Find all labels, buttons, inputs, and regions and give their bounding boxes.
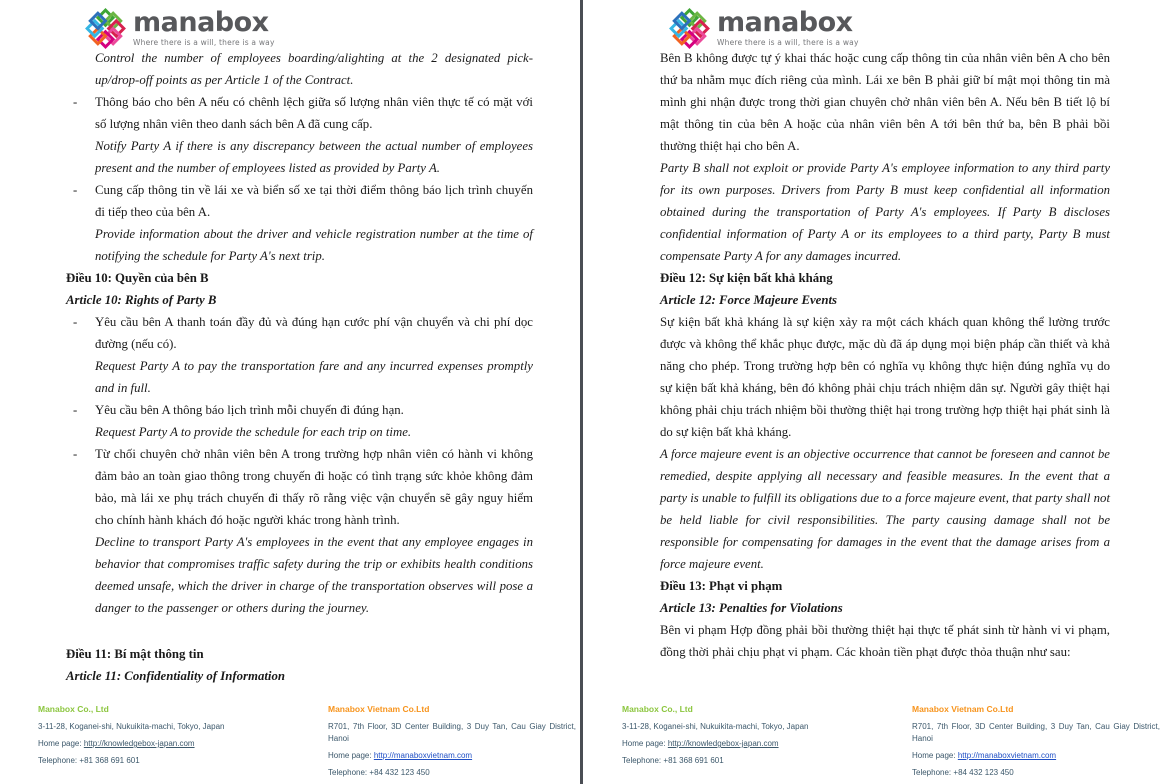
bullet-dash: - [73, 403, 78, 417]
homepage-link[interactable]: http://knowledgebox-japan.com [83, 739, 195, 748]
bullet-item-vi [66, 399, 533, 421]
bullet-text: Thông báo cho bên A nếu có chênh lệch giữa số lượng nhân viên thực tế có mặt với số lượng nhân viên theo danh sách bên A đã cung cấp. [95, 95, 533, 131]
company-homepage: Home page: http://knowledgebox-japan.com [38, 739, 195, 748]
bullet-text: Yêu cầu bên A thông báo lịch trình mỗi chuyến đi đúng hạn. [95, 403, 404, 417]
company-homepage: Home page: http://knowledgebox-japan.com [622, 739, 779, 748]
company-telephone: Telephone: +81 368 691 601 [622, 756, 724, 765]
footer-company-vietnam [912, 704, 1160, 784]
company-name: Manabox Co., Ltd [38, 704, 109, 714]
bullet-dash: - [73, 95, 78, 109]
bullet-dash: - [73, 447, 78, 461]
article-heading-en: Article 13: Penalties for Violations [660, 601, 843, 615]
paragraph-en-indented: Provide information about the driver and vehicle registration number at the time of notifying the schedule for Party A's next trip. [95, 227, 533, 263]
paragraph-en-indented: Decline to transport Party A's employees in the event that any employee engages in behavior that compromises traffic safety during the trip or exhibits health conditions deemed unsafe, which the driver in charge of the transportation observes will pose a danger to the passenger or others during the journey. [95, 535, 533, 615]
company-telephone: Telephone: +84 432 123 450 [912, 768, 1014, 777]
article-heading-vi: Điều 10: Quyền của bên B [66, 271, 209, 285]
document-page-right [584, 0, 1164, 784]
article-heading-vi: Điều 13: Phạt vi phạm [660, 579, 783, 593]
paragraph-vi: Bên B không được tự ý khai thác hoặc cung cấp thông tin của nhân viên bên A cho bên thứ ba nhằm mục đích riêng của mình. Lái xe bên B phải giữ bí mật mọi thông tin mà mình ghi nhận được trong thời gian chuyên chở nhân viên bên A. Nếu bên B tiết lộ bí mật thông tin của bên A hoặc của nhân viên bên A tới bên thứ ba, bên B phải bồi thường thiệt hại cho bên A. [660, 51, 1110, 153]
paragraph-en-indented: Notify Party A if there is any discrepancy between the actual number of employees present and the number of employees listed as provided by Party A. [95, 139, 533, 175]
contract-text-right [660, 47, 1110, 663]
company-telephone: Telephone: +81 368 691 601 [38, 756, 140, 765]
brand-tagline: Where there is a will, there is a way [717, 38, 859, 47]
homepage-link[interactable]: http://knowledgebox-japan.com [667, 739, 779, 748]
company-homepage: Home page: http://manaboxvietnam.com [328, 751, 473, 760]
bullet-text: Cung cấp thông tin về lái xe và biển số xe tại thời điểm thông báo lịch trình chuyến đi tiếp theo của bên A. [95, 183, 533, 219]
company-homepage: Home page: http://manaboxvietnam.com [912, 751, 1057, 760]
company-name: Manabox Co., Ltd [622, 704, 693, 714]
article-heading-en: Article 12: Force Majeure Events [660, 293, 838, 307]
manabox-pinwheel-icon [82, 5, 129, 52]
paragraph-vi: Sự kiện bất khả kháng là sự kiện xảy ra một cách khách quan không thể lường trước được và không thể khắc phục được, mặc dù đã áp dụng mọi biện pháp cần thiết và khả năng cho phép. Trong trường hợp bên có nghĩa vụ không thực hiện đúng nghĩa vụ do sự kiện bất khả kháng, bên đó không phải chịu trách nhiệm dân sự. Người gây thiệt hại không phải chịu trách nhiệm bồi thường thiệt hại trong trường hợp thiệt hại phát sinh là do sự kiện bất khả kháng. [660, 315, 1110, 439]
page-divider [580, 0, 583, 784]
brand-tagline: Where there is a will, there is a way [133, 38, 275, 47]
company-address: R701, 7th Floor, 3D Center Building, 3 Duy Tan, Cau Giay District, Hanoi [912, 722, 1160, 743]
paragraph-en-indented: Request Party A to pay the transportation fare and any incurred expenses promptly and in full. [95, 359, 533, 395]
paragraph-spacer [66, 619, 533, 643]
bullet-item-vi [66, 311, 533, 355]
manabox-pinwheel-icon [666, 5, 713, 52]
paragraph-en-indented: Request Party A to provide the schedule for each trip on time. [95, 425, 412, 439]
paragraph-vi: Bên vi phạm Hợp đồng phải bồi thường thiệt hại thực tế phát sinh từ hành vi vi phạm, đồng thời phải chịu phạt vi phạm. Các khoản tiền phạt được thỏa thuận như sau: [660, 623, 1110, 659]
article-heading-en: Article 11: Confidentiality of Information [66, 669, 285, 683]
homepage-link[interactable]: http://manaboxvietnam.com [957, 751, 1057, 760]
paragraph-en-indented: Control the number of employees boarding/alighting at the 2 designated pick-up/drop-off points as per Article 1 of the Contract. [95, 51, 533, 87]
company-address: 3-11-28, Koganei-shi, Nukuikita-machi, Tokyo, Japan [38, 722, 225, 731]
footer-company-vietnam [328, 704, 576, 784]
bullet-text: Yêu cầu bên A thanh toán đầy đủ và đúng hạn cước phí vận chuyển và chi phí dọc đường (nếu có). [95, 315, 533, 351]
company-telephone: Telephone: +84 432 123 450 [328, 768, 430, 777]
article-heading-en: Article 10: Rights of Party B [66, 293, 217, 307]
company-address: R701, 7th Floor, 3D Center Building, 3 Duy Tan, Cau Giay District, Hanoi [328, 722, 576, 743]
bullet-item-vi [66, 91, 533, 135]
article-heading-vi: Điều 11: Bí mật thông tin [66, 647, 204, 661]
brand-wordmark: manabox [717, 7, 853, 38]
bullet-dash: - [73, 315, 78, 329]
bullet-item-vi [66, 179, 533, 223]
bullet-text: Từ chối chuyên chở nhân viên bên A trong trường hợp nhân viên có hành vi không đảm bảo an toàn giao thông trong chuyến đi hoặc có tình trạng sức khỏe không đảm bảo, mà lái xe phụ trách chuyến đi thấy rõ rằng việc vận chuyển sẽ gây nguy hiểm cho chính hành khách đó hoặc người khác trong hành trình. [95, 447, 533, 527]
company-address: 3-11-28, Koganei-shi, Nukuikita-machi, Tokyo, Japan [622, 722, 809, 731]
manabox-logo [82, 5, 275, 52]
company-name: Manabox Vietnam Co.Ltd [912, 704, 1014, 714]
footer-company-japan [38, 704, 310, 772]
article-heading-vi: Điều 12: Sự kiện bất khả kháng [660, 271, 833, 285]
bullet-dash: - [73, 183, 78, 197]
bullet-item-vi [66, 443, 533, 531]
brand-wordmark: manabox [133, 7, 269, 38]
footer-company-japan [622, 704, 894, 772]
manabox-logo [666, 5, 859, 52]
homepage-link[interactable]: http://manaboxvietnam.com [373, 751, 473, 760]
paragraph-en: Party B shall not exploit or provide Party A's employee information to any third party for its own purposes. Drivers from Party B must keep confidential all information obtained during the transportation of Party A's employees. If Party B discloses confidential information of Party A or its employees to a third party, Party B must compensate Party A for any damages incurred. [660, 161, 1110, 263]
company-name: Manabox Vietnam Co.Ltd [328, 704, 430, 714]
paragraph-en: A force majeure event is an objective occurrence that cannot be foreseen and cannot be remedied, despite applying all necessary and feasible measures. In the event that a party is unable to fulfill its obligations due to a force majeure event, that party shall not be held liable for civil responsibilities. The party causing damage shall not be responsible for compensating for damages in the event that the damage arises from a force majeure event. [660, 447, 1110, 571]
contract-text-left [66, 47, 533, 687]
